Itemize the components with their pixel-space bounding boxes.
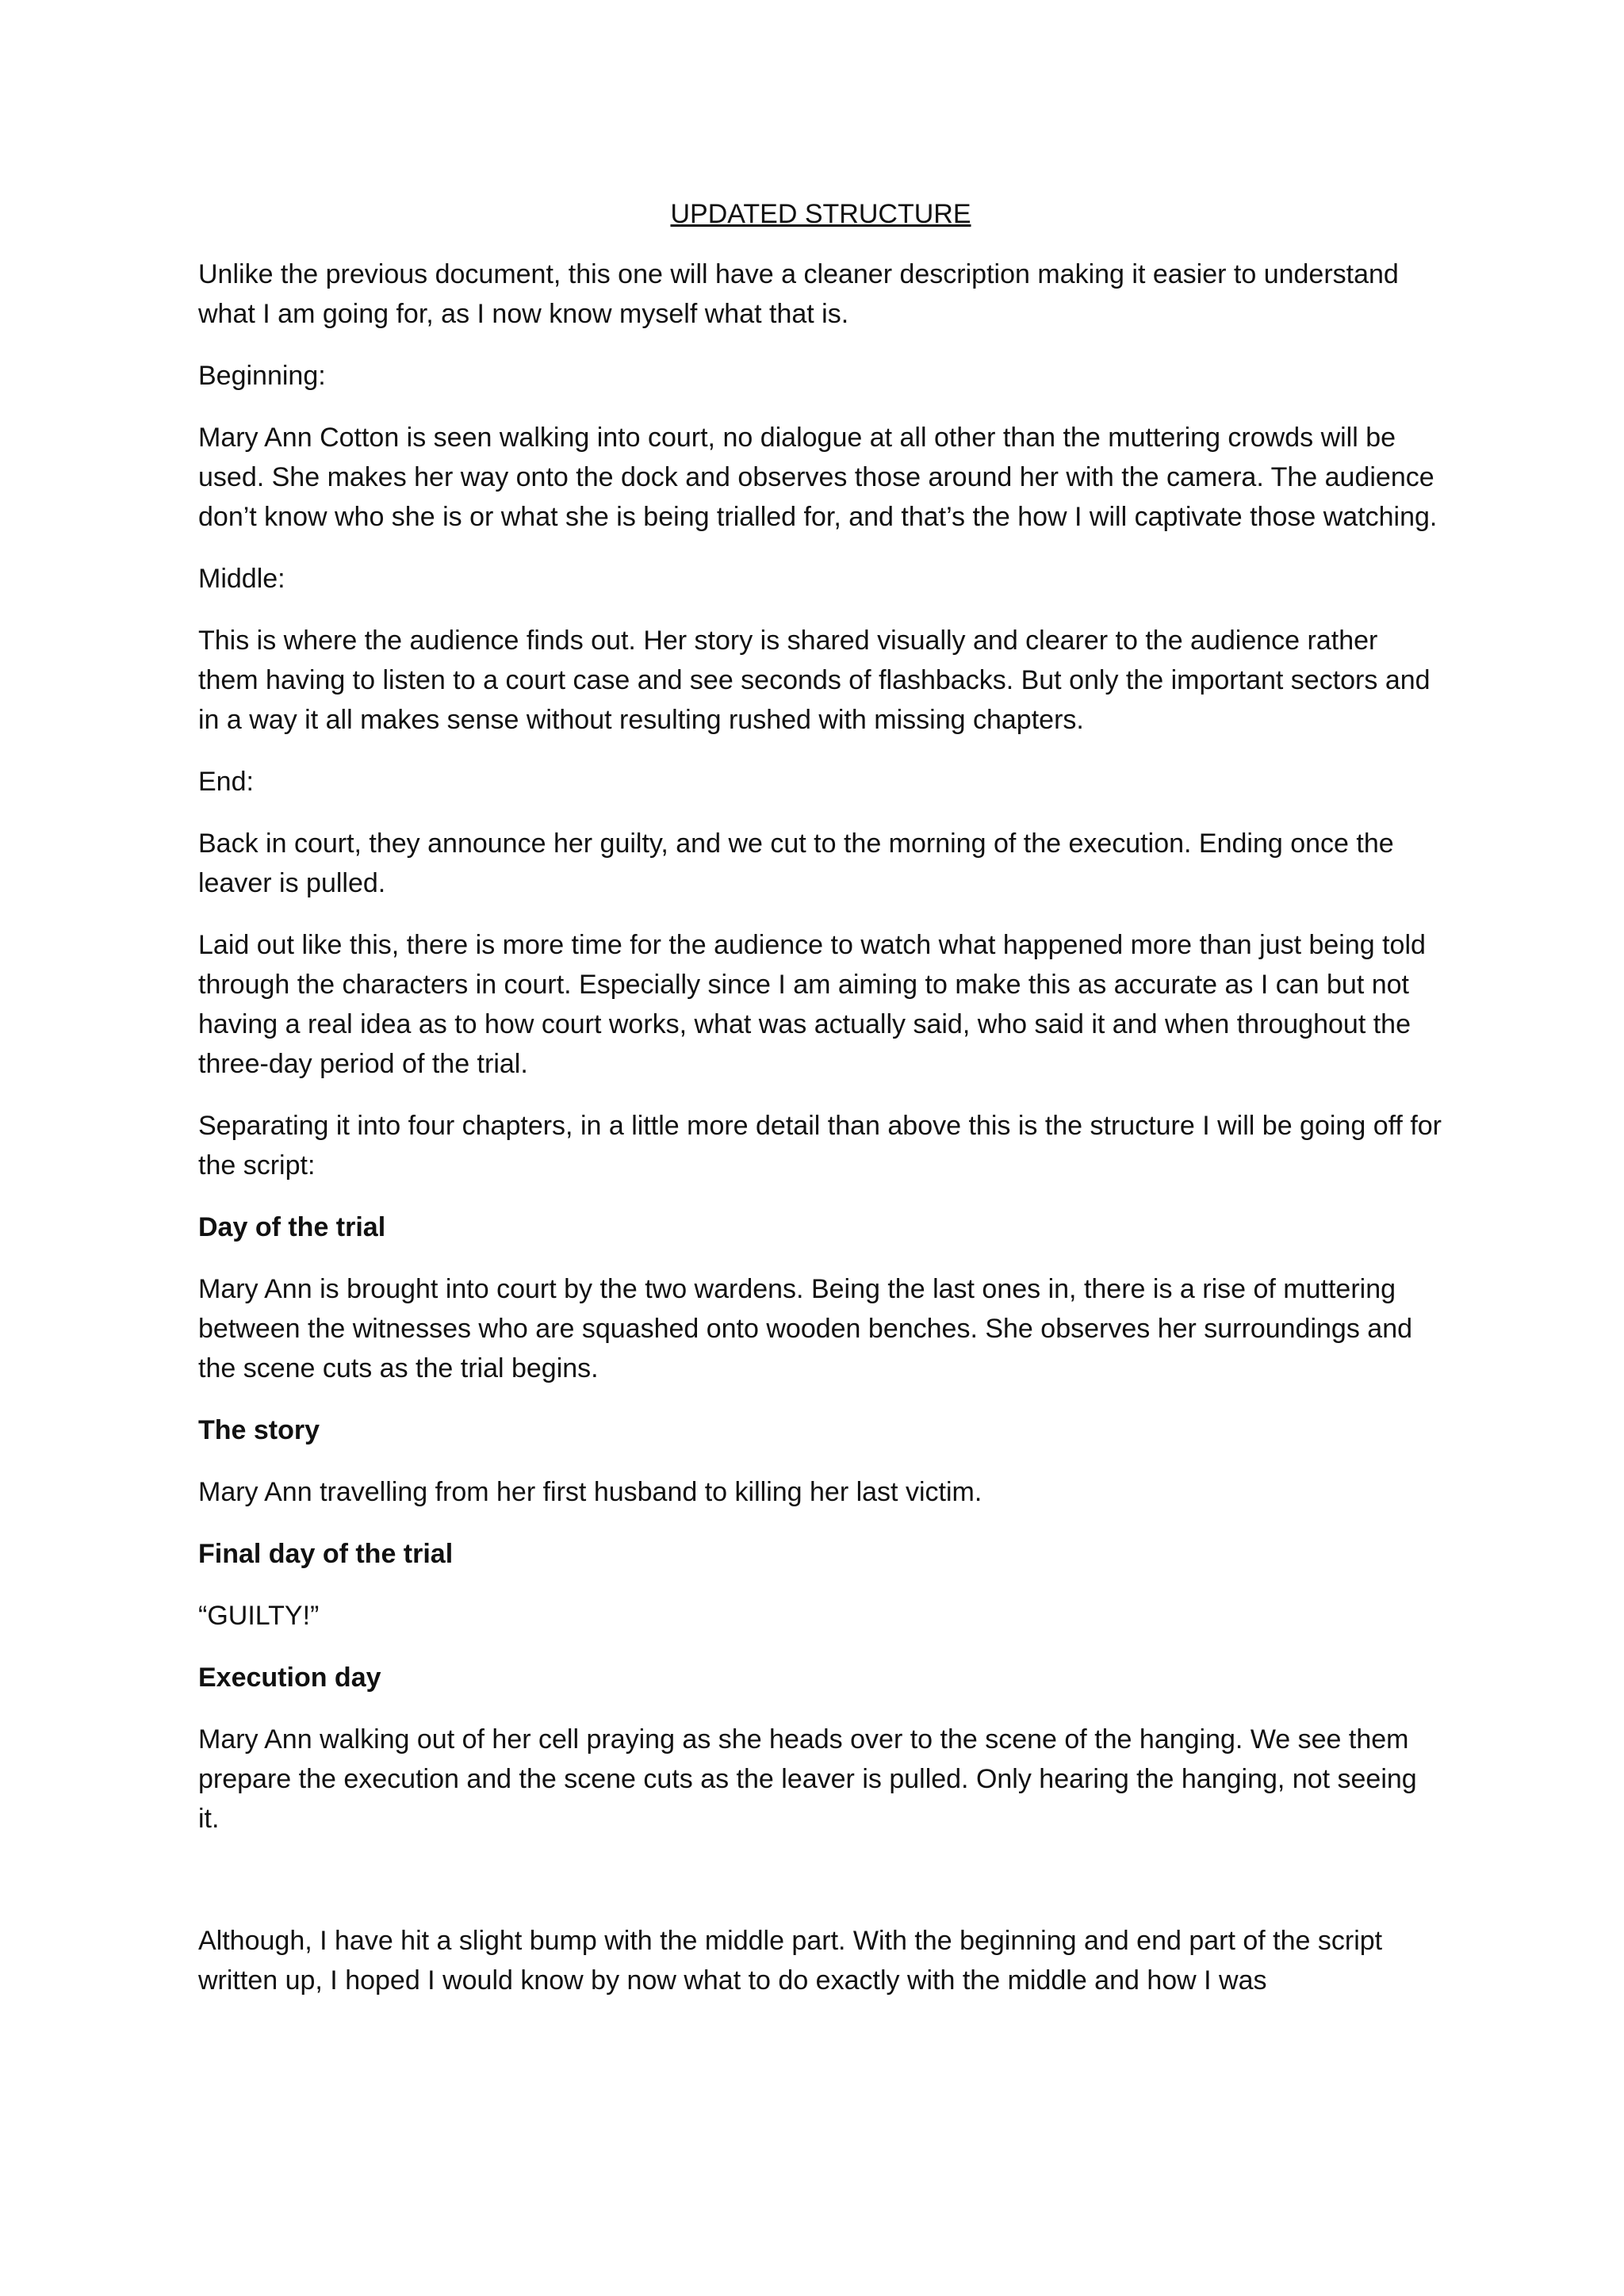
- chapter-text-day-of-trial: Mary Ann is brought into court by the two wardens. Being the last ones in, there is a rise of muttering between the witnesses who are squashed onto wooden benches. She observes her surroundings and the scene cuts as the trial begins.: [198, 1274, 1413, 1383]
- chapter-text-final-day: “GUILTY!”: [198, 1601, 320, 1631]
- middle-paragraph: This is where the audience finds out. Her story is shared visually and clearer to the audience rather them having to listen to a court case and see seconds of flashbacks. But only the important sectors and in a way it all makes sense without resulting rushed with missing chapters.: [198, 626, 1431, 735]
- blank-line: [198, 1861, 1443, 1921]
- chapter-heading-day-of-trial: Day of the trial: [198, 1212, 386, 1242]
- beginning-paragraph: Mary Ann Cotton is seen walking into court, no dialogue at all other than the muttering crowds will be used. She makes her way onto the dock and observes those around her with the camera. The audience don’t know who she is or what she is being trialled for, and that’s the how I will captivate those watching.: [198, 423, 1438, 532]
- intro-paragraph: Unlike the previous document, this one will have a cleaner description making it easier to understand what I am going for, as I now know myself what that is.: [198, 259, 1399, 329]
- chapter-text-execution-day: Mary Ann walking out of her cell praying as she heads over to the scene of the hanging. We see them prepare the execution and the scene cuts as the leaver is pulled. Only hearing the hanging, not seeing it.: [198, 1724, 1417, 1834]
- end-paragraph: Back in court, they announce her guilty, and we cut to the morning of the execution. Ending once the leaver is pulled.: [198, 828, 1394, 898]
- laid-out-paragraph: Laid out like this, there is more time for the audience to watch what happened more than just being told through the characters in court. Especially since I am aiming to make this as accurate as I can but not having a real idea as to how court works, what was actually said, who said it and when throughout the three-day period of the trial.: [198, 930, 1426, 1079]
- separating-paragraph: Separating it into four chapters, in a little more detail than above this is the structure I will be going off for the script:: [198, 1111, 1442, 1181]
- closing-paragraph: Although, I have hit a slight bump with the middle part. With the beginning and end part of the script written up, I hoped I would know by now what to do exactly with the middle and how I was: [198, 1926, 1383, 1996]
- chapter-heading-the-story: The story: [198, 1415, 320, 1445]
- end-label: End:: [198, 767, 254, 797]
- document-page: [198, 194, 1443, 2022]
- document-title: UPDATED STRUCTURE: [670, 199, 971, 229]
- beginning-label: Beginning:: [198, 361, 326, 391]
- chapter-text-the-story: Mary Ann travelling from her first husband to killing her last victim.: [198, 1477, 982, 1507]
- chapter-heading-final-day: Final day of the trial: [198, 1539, 454, 1569]
- middle-label: Middle:: [198, 564, 285, 594]
- chapter-heading-execution-day: Execution day: [198, 1663, 381, 1693]
